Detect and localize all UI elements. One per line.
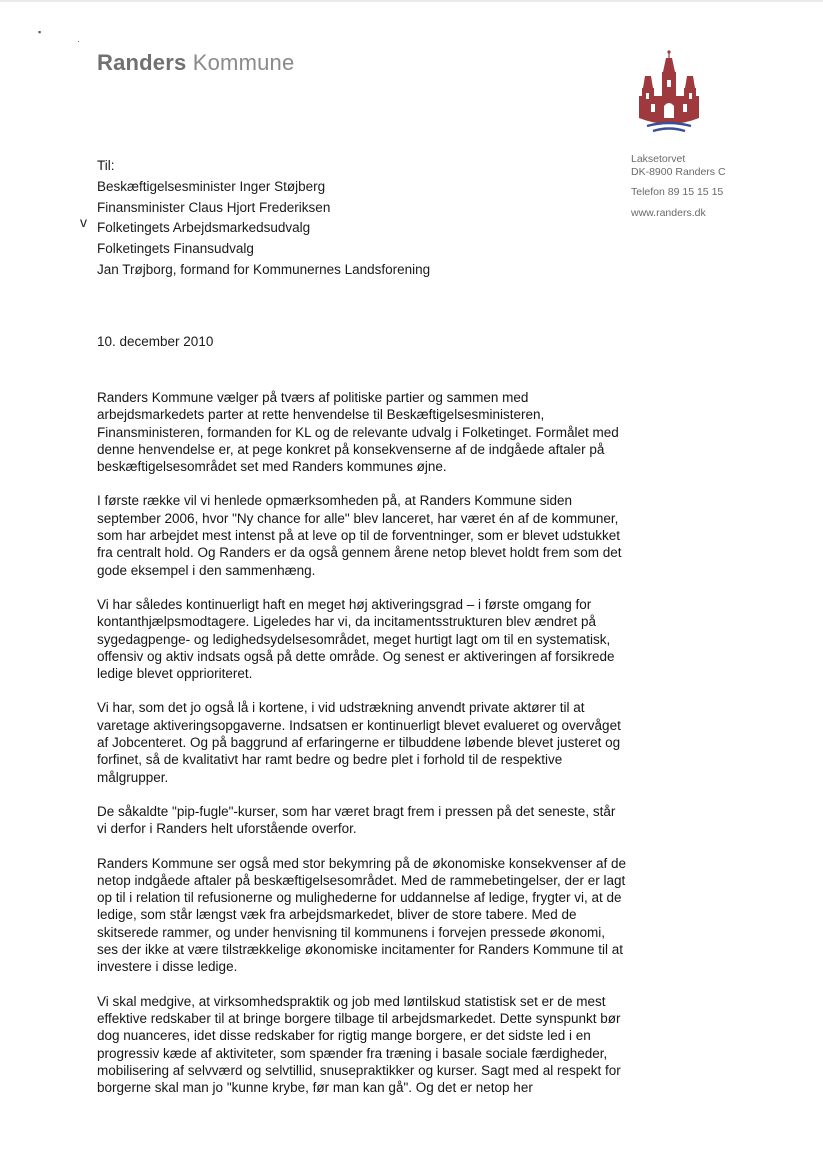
sender-address-line1: Laksetorvet [631,153,686,165]
recipient-item: Folketingets Finansudvalg [97,241,254,257]
body-paragraph: De såkaldte "pip-fugle"-kurser, som har været bragt frem i pressen på det seneste, står vi derfor i Randers helt uforstående overfor. [97,803,616,837]
letter-body [97,389,627,1113]
body-paragraph: Vi har, som det jo også lå i kortene, i vid udstrækning anvendt private aktører til at varetage aktiveringsopgaverne. Indsatsen er kontinuerligt blevet evalueret og overvåget af Jobcenteret. Og på baggrund af erfaringerne er tilbuddene løbende blevet justeret og forfinet, så de kvalitativt har ramt bedre og bedre plet i forhold til de respektive målgrupper. [97,700,621,785]
scan-speck: · [77,36,80,46]
recipient-heading: Til: [97,158,115,173]
sender-website: www.randers.dk [631,206,706,219]
body-paragraph: Vi har således kontinuerligt haft en meget høj aktiveringsgrad – i første omgang for kontanthjælpsmodtagere. Ligeledes har vi, da incitamentsstrukturen blev ændret på sygedagpenge- og ledighedsydelsesområdet, meget hurtigt lagt om til en systematisk, offensiv og aktiv indsats også på dette område. Og senest er aktiveringen af forsikrede ledige blevet opprioriteret. [97,596,615,682]
scan-edge [0,0,823,2]
body-paragraph: Randers Kommune ser også med stor bekymring på de økonomiske konsekvenser af de netop indgåede aftaler på beskæftigelsesområdet. Med de rammebetingelser, der er lagt op til i relation til refusionerne og mulighederne for uddannelse af ledige, frygter vi, at de ledige, som står længst væk fra arbejdsmarkedet, bliver de store tabere. Med de skitserede rammer, og under henvisning til kommunens i forvejen pressede økonomi, ses der ikke at være tilstrækkelige økonomiske incitamenter for Randers Kommune til at investere i disse ledige. [97,855,627,975]
letter-date: 10. december 2010 [97,334,214,349]
randers-crest-icon [629,46,709,136]
recipient-block [97,156,430,281]
sender-address-line2: DK-8900 Randers C [631,165,726,178]
body-paragraph: Randers Kommune vælger på tværs af politiske partier og sammen med arbejdsmarkedets parter at rette henvendelse til Beskæftigelsesministeren, Finansministeren, formanden for KL og de relevante udvalg i Folketinget. Formålet med denne henvendelse er, at pege konkret på konsekvenserne af de indgåede aftaler på beskæftigelsesområdet set med Randers kommunes øjne. [97,390,619,475]
recipient-item: Beskæftigelsesminister Inger Støjberg [97,178,326,194]
crest-waves [647,123,691,131]
organization-name-light: Kommune [192,50,295,75]
handwritten-check-mark: v [80,214,87,230]
organization-logo-text [97,50,294,76]
body-paragraph: I første række vil vi henlede opmærksomheden på, at Randers Kommune siden september 2006, hvor "Ny chance for alle" blev lanceret, har været én af de kommuner, som har arbejdet mest intenst på at leve op til de forventninger, som er blevet udstukket fra centralt hold. Og Randers er da også gennem årene netop blevet holdt frem som det gode eksempel i den sammenhæng. [97,493,622,578]
recipient-item: Jan Trøjborg, formand for Kommunernes Landsforening [97,261,431,277]
organization-name-bold: Randers [97,50,187,75]
scan-speck: ▪ [38,27,42,37]
recipient-item: Folketingets Arbejdsmarkedsudvalg [97,220,311,236]
sender-phone: Telefon 89 15 15 15 [631,186,724,198]
body-paragraph: Vi skal medgive, at virksomhedspraktik og job med løntilskud statistisk set er de mest effektive redskaber til at bringe borgere tilbage til arbejdsmarkedet. Dette synspunkt bør dog nuanceres, idet disse redskaber for rigtig mange borgere, er det sidste led i en progressiv kæde af aktiviteter, som spænder fra træning i basale sociale færdigheder, mobilisering af selvværd og selvtillid, snusepraktikker og kurser. Sagt med al respekt for borgerne skal man jo "kunne krybe, før man kan gå". Og det er netop her [97,993,621,1096]
recipient-item: Finansminister Claus Hjort Frederiksen [97,199,331,215]
sender-block [631,153,726,219]
